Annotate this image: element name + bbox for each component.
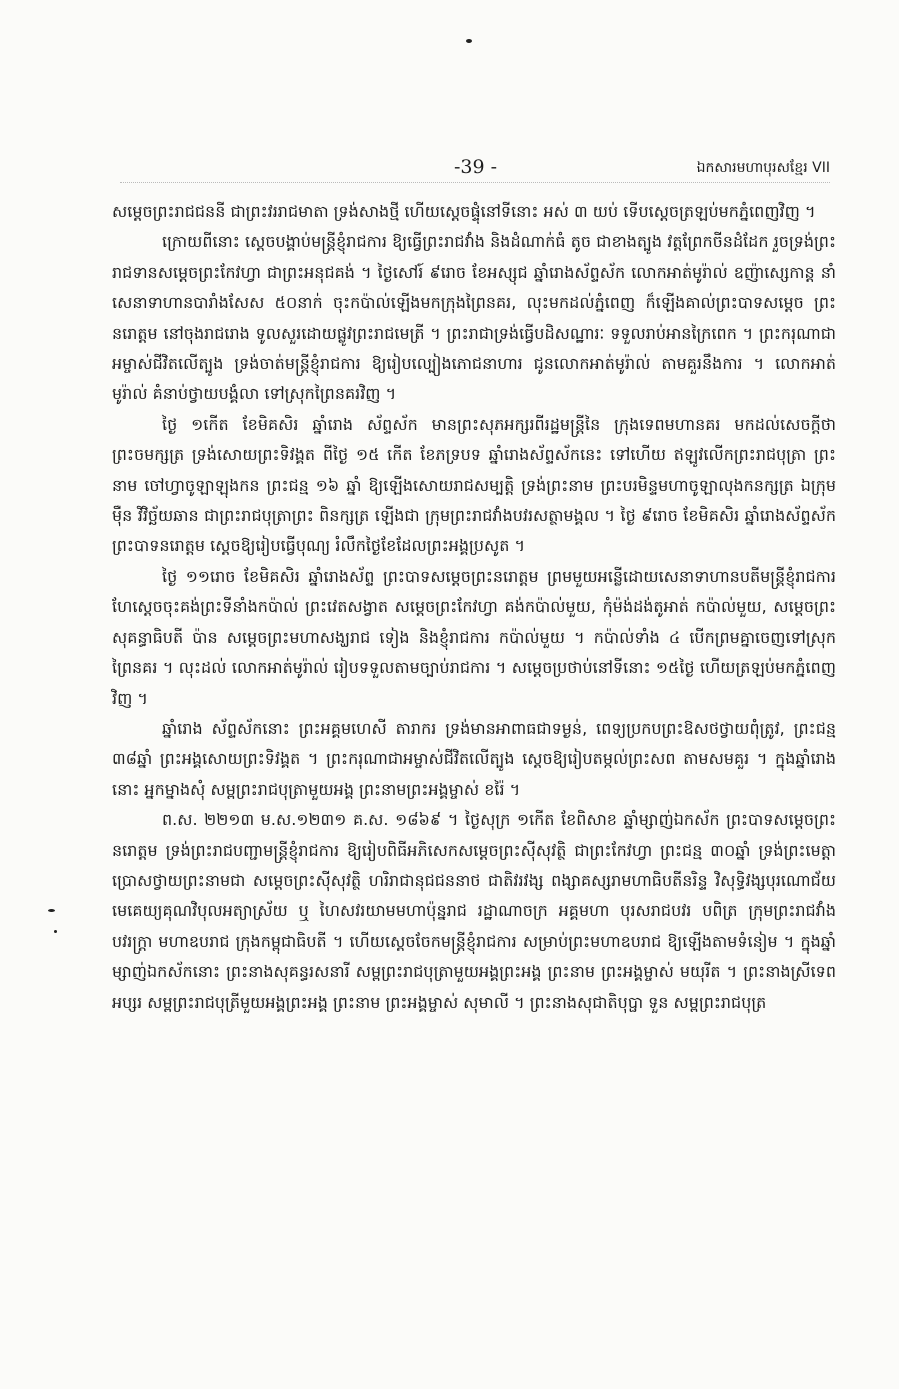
page-number: -39 - bbox=[454, 156, 498, 178]
paragraph-5: ឆ្នាំរោង ស័ព្ទស័កនោះ ព្រះអគ្គមហេសី តារាករ ទ្រង់មានអាពាធជាទម្ងន់, ពេទ្យប្រកបព្រះឱសថថ្វាយពុំត្រូវ, ព្រះជន្ម ៣៨ឆ្នាំ ព្រះអង្គសោយព្រះទិវង្គត ។ ព្រះករុណាជាអម្ចាស់ជីវិតលើត្បូង ស្តេចឱ្យរៀបតម្កល់ព្រះសព តាមសមគួរ ។ ក្នុងឆ្នាំរោងនោះ អ្នកម្នាងសុំ សម្ពព្រះរាជបុត្រាមួយអង្គ ព្រះនាមព្រះអង្គម្ចាស់ ខរ៉ៃ ។ bbox=[112, 718, 836, 799]
running-title: ឯកសារមហាបុរសខ្មែរ VII bbox=[696, 160, 830, 176]
ink-speck bbox=[54, 930, 57, 933]
paragraph-6: ព.ស. ២២១៣ ម.ស.១២៣១ គ.ស. ១៨៦៩ ។ ថ្ងៃសុក្រ ១កើត ខែពិសាខ ឆ្នាំម្សាញ់ឯកស័ក ព្រះបាទសម្តេចព្រះនរោត្តម ទ្រង់ព្រះរាជបញ្ជាមន្ត្រីខ្ញុំរាជការ ឱ្យរៀបពិធីអភិសេកសម្តេចព្រះស៊ីសុវត្ថិ ជាព្រះកែវហ្វា ព្រះជន្ម ៣០ឆ្នាំ ទ្រង់ព្រះមេត្តាប្រោសថ្វាយព្រះនាមជា សម្តេចព្រះស៊ីសុវត្ថិ ហរិរាជានុជជននាថ ជាតិវរវង្ស ពង្សាគស្សរាមហាធិបតីនរិន្ទ វិសុទ្ធិវង្សបុរណោជ័យ មេគេយ្យគុណវិបុលអត្យាស្រ័យ ឬ ហៃសវរយាមមហាប៉ុន្នរាជ រដ្ឋាណាចក្រ អគ្គមហា បុរសរាជបវរ បពិត្រ ក្រុមព្រះរាជវាំង បវរក្ត្រា មហាឧបរាជ ក្រុងកម្ពុជាធិបតី ។ ហើយស្តេចចែកមន្ត្រីខ្ញុំរាជការ សម្រាប់ព្រះមហាឧបរាជ ឱ្យឡើងតាមទំនៀម ។ ក្នុងឆ្នាំម្សាញ់ឯកស័កនោះ ព្រះនាងសុគន្ធរសនារី សម្ពព្រះរាជបុត្រាមួយអង្គព្រះអង្គ ព្រះនាម ព្រះអង្គម្ចាស់ មយុរីត ។ ព្រះនាងស្រីទេពអប្សរ សម្ពព្រះរាជបុត្រីមួយអង្គព្រះអង្គ ព្រះនាម ព្រះអង្គម្ចាស់ សុមាលី ។ ព្រះនាងសុជាតិបុប្ផា ទួន សម្ពព្រះរាជបុត្រ bbox=[112, 810, 837, 1012]
ink-speck bbox=[48, 909, 55, 912]
paragraph-1: សម្តេចព្រះរាជជននី ជាព្រះវររាជមាតា ទ្រង់សាងថ្មី ហើយស្តេចផ្ទុំនៅទីនោះ អស់ ៣ យប់ ទើបស្តេចត្រឡប់មកភ្នំពេញវិញ ។ bbox=[112, 202, 816, 221]
paragraph-3: ថ្ងៃ ១កើត ខែមិគសិរ ឆ្នាំរោង ស័ព្ទស័ក មានព្រះសុភអក្សរពីរដ្ឋមន្ត្រីនៃ ក្រុងទេពមហានគរ មកដល់សេចក្តីថា ព្រះចមក្សត្រ ទ្រង់សោយព្រះទិវង្គត ពីថ្ងៃ ១៥ កើត ខែភទ្របទ ឆ្នាំរោងស័ព្ទស័កនេះ ទៅហើយ ឥឡូវលើកព្រះរាជបុត្រា ព្រះនាម ចៅហ្វាចូឡាឡុងកន ព្រះជន្ម ១៦ ឆ្នាំ ឱ្យឡើងសោយរាជសម្បត្តិ ទ្រង់ព្រះនាម ព្រះបរមិន្ទមហាចូឡាលុងកនក្សត្រ ឯក្រុមម៉ឺន វិវិច្ឆ័យឆាន ជាព្រះរាជបុត្រាព្រះ ពិនក្សត្រ ឡើងជា ក្រុមព្រះរាជវាំងបវរសត្ថាមង្គល ។ ថ្ងៃ ៩រោច ខែមិគសិរ ឆ្នាំរោងស័ព្ទស័ក ព្រះបាទនរោត្តម ស្តេចឱ្យរៀបធ្វើបុណ្យ រំលឹកថ្ងៃខែដែលព្រះអង្គប្រសូត ។ bbox=[112, 414, 836, 556]
paragraph-4: ថ្ងៃ ១១រោច ខែមិគសិរ ឆ្នាំរោងស័ព្ទ ព្រះបាទសម្តេចព្រះនរោត្តម ព្រមមួយអន្លើដោយសេនាទាហានបតីមន្ត្រីខ្ញុំរាជការ ហែស្តេចចុះគង់ព្រះទីនាំងកប៉ាល់ ព្រះវេតសង្វាត សម្តេចព្រះកែវហ្វា គង់កប៉ាល់មួយ, កុំម៉ង់ដង់តូអាត់ កប៉ាល់មួយ, សម្តេចព្រះសុគន្ធាធិបតី ប៉ាន សម្តេចព្រះមហាសង្ឃរាជ ទៀង និងខ្ញុំរាជការ កប៉ាល់មួយ ។ កប៉ាល់ទាំង ៤ បើកព្រមគ្នាចេញទៅស្រុកព្រៃនគរ ។ លុះដល់ លោកអាត់មូរ៉ាល់ រៀបទទួលតាមច្បាប់រាជការ ។ សម្តេចប្រថាប់នៅទីនោះ ១៥ថ្ងៃ ហើយត្រឡប់មកភ្នំពេញវិញ ។ bbox=[112, 566, 836, 708]
paragraph-2: ក្រោយពីនោះ ស្តេចបង្គាប់មន្ត្រីខ្ញុំរាជការ ឱ្យធ្វើព្រះរាជវាំង និងដំណាក់ធំ តូច ជាខាងត្បូង វត្តព្រែកចីនដំដែក រួចទ្រង់ព្រះរាជទានសម្តេចព្រះកែវហ្វា ជាព្រះអនុជគង់ ។ ថ្ងៃសៅរ៍ ៩រោច ខែអស្សុជ ឆ្នាំរោងស័ព្ទស័ក លោកអាត់មូរ៉ាល់ ឧញ៉ាស្សេកាន្ត នាំសេនាទាហានបារាំងសែស ៥០នាក់ ចុះកប៉ាល់ឡើងមកក្រុងព្រៃនគរ, លុះមកដល់ភ្នំពេញ ក៏ឡើងគាល់ព្រះបាទសម្តេច ព្រះនរោត្តម នៅចុងរាជរោង ទូលសួរដោយផ្លូវព្រះរាជមេត្រី ។ ព្រះរាជាទ្រង់ធ្វើបដិសណ្ឋារៈ ទទួលរាប់អានក្រៃពេក ។ ព្រះករុណាជាអម្ចាស់ជីវិតលើត្បូង ទ្រង់ចាត់មន្ត្រីខ្ញុំរាជការ ឱ្យរៀបល្បៀងភោជនាហារ ជូនលោកអាត់មូរ៉ាល់ តាមគួរនឹងការ ។ លោកអាត់មូរ៉ាល់ គំនាប់ថ្វាយបង្គំលា ទៅស្រុកព្រៃនគរវិញ ។ bbox=[112, 232, 836, 404]
header-rule bbox=[120, 182, 830, 183]
body-text bbox=[112, 197, 836, 1018]
ink-speck bbox=[466, 39, 472, 43]
